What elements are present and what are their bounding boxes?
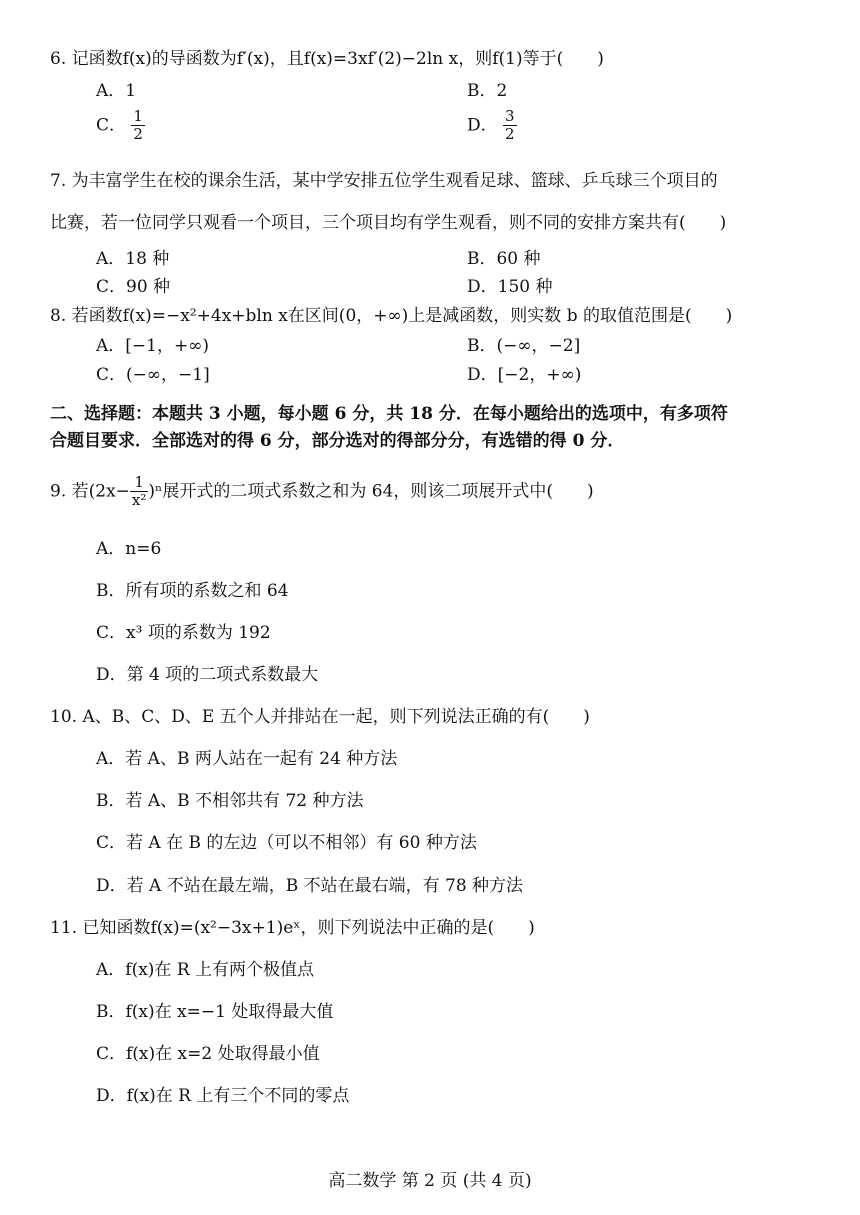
page-footer: 高二数学 第 2 页 (共 4 页)	[328, 1171, 532, 1191]
question-7-stem-line2: 比赛，若一位同学只观看一个项目，三个项目均有学生观看，则不同的安排方案共有( )	[50, 213, 727, 233]
fraction-denominator: 2	[133, 125, 143, 144]
question-11-option-a: A．f(x)在 R 上有两个极值点	[96, 960, 315, 980]
option-label: C．	[96, 115, 127, 136]
question-8-option-d: D．[−2，+∞)	[467, 365, 582, 385]
question-10-option-d: D．若 A 不站在最左端，B 不站在最右端，有 78 种方法	[96, 876, 524, 896]
question-6-stem: 6. 记函数f(x)的导函数为f′(x)，且f(x)=3xf′(2)−2ln x，则f(1)等于( )	[50, 49, 604, 69]
question-6-option-d	[467, 108, 517, 144]
fraction-denominator: 2	[505, 125, 515, 144]
question-10-stem: 10. A、B、C、D、E 五个人并排站在一起，则下列说法正确的有( )	[50, 707, 590, 727]
question-8-stem: 8. 若函数f(x)=−x²+4x+bln x在区间(0，+∞)上是减函数，则实数 b 的取值范围是( )	[50, 306, 733, 326]
question-9-option-c: C．x³ 项的系数为 192	[96, 623, 271, 643]
question-10-option-b: B．若 A、B 不相邻共有 72 种方法	[96, 791, 364, 811]
question-9-stem-prefix: 9. 若(2x−	[50, 481, 130, 502]
question-8-option-a: A．[−1，+∞)	[96, 336, 210, 356]
question-6-option-c	[96, 108, 145, 144]
question-9-stem	[50, 474, 594, 510]
question-8-option-c: C．(−∞，−1]	[96, 365, 210, 385]
fraction	[131, 108, 145, 144]
question-6-option-b: B．2	[467, 81, 508, 101]
fraction-numerator: 1	[133, 107, 143, 125]
question-9-option-b: B．所有项的系数之和 64	[96, 581, 289, 601]
question-7-option-c: C．90 种	[96, 277, 171, 297]
option-label: D．	[467, 115, 498, 136]
question-9-option-a: A．n=6	[96, 539, 162, 559]
section-2-heading-line1: 二、选择题：本题共 3 小题，每小题 6 分，共 18 分．在每小题给出的选项中，有多项符	[50, 404, 728, 424]
fraction	[130, 474, 148, 510]
question-10-option-c: C．若 A 在 B 的左边（可以不相邻）有 60 种方法	[96, 833, 477, 853]
question-6-option-a: A．1	[96, 81, 137, 101]
question-7-option-d: D．150 种	[467, 277, 553, 297]
question-11-stem: 11. 已知函数f(x)=(x²−3x+1)eˣ，则下列说法中正确的是( )	[50, 918, 535, 938]
fraction-numerator: 3	[505, 107, 515, 125]
question-11-option-b: B．f(x)在 x=−1 处取得最大值	[96, 1002, 334, 1022]
question-7-stem-line1: 7. 为丰富学生在校的课余生活，某中学安排五位学生观看足球、篮球、乒乓球三个项目的	[50, 171, 718, 191]
question-11-option-c: C．f(x)在 x=2 处取得最小值	[96, 1044, 320, 1064]
question-7-option-a: A．18 种	[96, 249, 170, 269]
fraction-denominator: x²	[131, 491, 147, 510]
section-2-heading-line2: 合题目要求．全部选对的得 6 分，部分选对的得部分分，有选错的得 0 分．	[50, 431, 625, 451]
question-7-option-b: B．60 种	[467, 249, 541, 269]
fraction	[503, 108, 517, 144]
question-8-option-b: B．(−∞，−2]	[467, 336, 581, 356]
question-9-option-d: D．第 4 项的二项式系数最大	[96, 665, 319, 685]
fraction-numerator: 1	[130, 474, 148, 492]
question-10-option-a: A．若 A、B 两人站在一起有 24 种方法	[96, 749, 398, 769]
question-9-stem-suffix: )ⁿ展开式的二项式系数之和为 64，则该二项展开式中( )	[148, 481, 594, 502]
question-11-option-d: D．f(x)在 R 上有三个不同的零点	[96, 1086, 350, 1106]
